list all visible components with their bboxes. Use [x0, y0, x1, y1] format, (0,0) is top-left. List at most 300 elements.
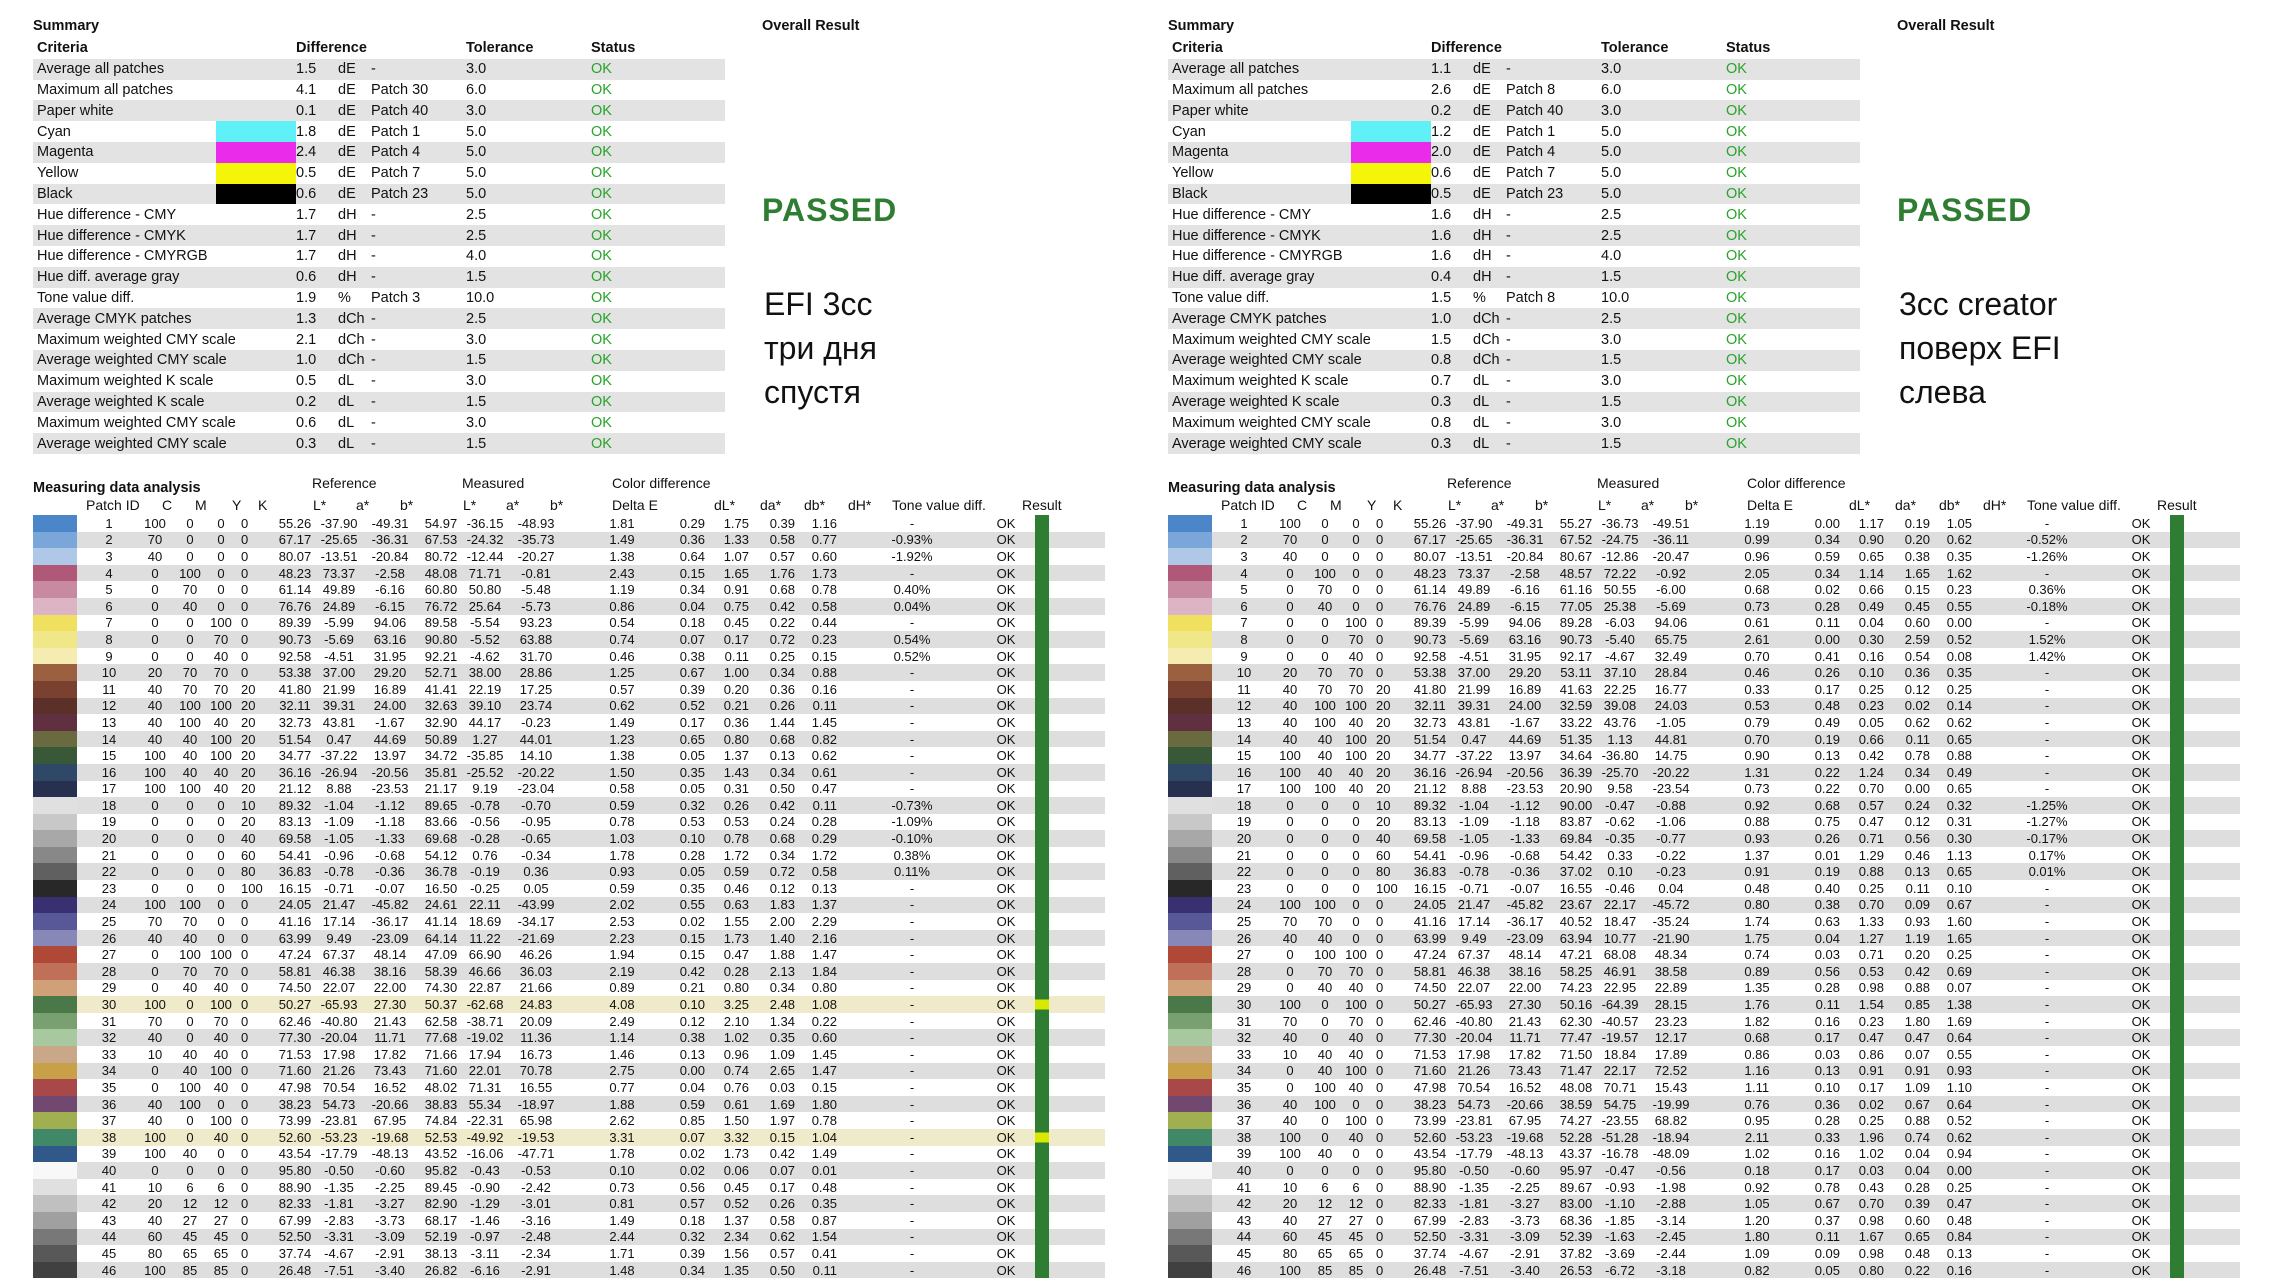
difference-unit: dL	[338, 435, 355, 452]
tone-value: -	[2044, 698, 2050, 714]
db-value: 0.68	[769, 831, 795, 847]
patch-color	[1168, 747, 1212, 764]
meas-l: 33.22	[1559, 714, 1593, 730]
m-value: 40	[1317, 980, 1333, 996]
dl-value: 0.16	[1814, 1013, 1840, 1029]
result-value: OK	[2131, 930, 2151, 946]
meas-b: -6.00	[1656, 582, 1686, 598]
patch-id: 42	[1236, 1196, 1252, 1212]
ref-b: 48.14	[373, 947, 407, 963]
dl-value: 0.04	[679, 598, 705, 614]
ref-b: -23.53	[371, 781, 409, 797]
result-value: OK	[996, 731, 1016, 747]
y-value: 70	[213, 681, 229, 697]
summary-header-row	[1168, 38, 1860, 59]
meas-b: 28.84	[1654, 665, 1688, 681]
status-bar	[1035, 764, 1049, 781]
da-value: 0.23	[1858, 1013, 1884, 1029]
y-value: 0	[1352, 1162, 1360, 1178]
dl-value: 0.26	[1814, 665, 1840, 681]
c-value: 0	[151, 582, 159, 598]
da-value: 0.17	[723, 631, 749, 647]
patch-color	[33, 897, 77, 914]
da-value: 0.25	[1858, 681, 1884, 697]
meas-l: 48.57	[1559, 565, 1593, 581]
patch-color	[33, 681, 77, 698]
y-value: 12	[213, 1196, 229, 1212]
criteria-cell: Maximum weighted CMY scale	[1172, 414, 1371, 431]
ref-a: -37.22	[320, 748, 358, 764]
ref-l: 67.99	[278, 1212, 312, 1228]
difference-unit: dCh	[338, 352, 365, 369]
summary-row	[33, 225, 725, 246]
patch-color	[33, 1245, 77, 1262]
db-value: 1.97	[769, 1113, 795, 1129]
tone-value: -	[2044, 1063, 2050, 1079]
tone-value: -0.10%	[891, 831, 933, 847]
tone-value: -	[2044, 997, 2050, 1013]
ref-a: -65.93	[320, 997, 358, 1013]
da-value: 1.00	[723, 665, 749, 681]
meas-a: 71.31	[468, 1079, 502, 1095]
dh-value: 0.08	[1946, 648, 1972, 664]
patch-swatch	[1168, 863, 1212, 880]
result-header: Result	[2157, 497, 2197, 513]
meas-a: -0.25	[470, 880, 500, 896]
patch-swatch	[33, 1262, 77, 1279]
status-value: OK	[1726, 414, 1747, 431]
ref-l: 41.16	[1413, 914, 1447, 930]
ref-b: -2.91	[375, 1245, 405, 1261]
tone-value: -	[2044, 1079, 2050, 1095]
y-value: 0	[217, 598, 225, 614]
meas-a: -23.55	[1601, 1113, 1639, 1129]
result-value: OK	[996, 1113, 1016, 1129]
meas-l-header: L*	[1598, 497, 1612, 513]
dh-value: 1.05	[1946, 515, 1972, 531]
patch-id: 11	[1237, 681, 1251, 697]
c-value: 10	[1282, 1179, 1298, 1195]
difference-patch: Patch 8	[1506, 289, 1556, 306]
patch-color	[1168, 1112, 1212, 1129]
status-bar	[1035, 830, 1049, 847]
delta-e: 1.94	[609, 947, 635, 963]
k-value: 0	[1376, 914, 1384, 930]
dh-value: 0.15	[811, 1079, 837, 1095]
difference-unit: dH	[338, 269, 357, 286]
patch-swatch	[1168, 930, 1212, 947]
m-value: 40	[1317, 748, 1333, 764]
ref-a: -40.80	[1455, 1013, 1493, 1029]
db-value: 0.07	[1904, 1046, 1930, 1062]
k-value: 0	[1376, 1046, 1384, 1062]
da-value: 1.56	[723, 1245, 749, 1261]
dh-value: 1.08	[811, 997, 837, 1013]
patch-swatch	[1168, 747, 1212, 764]
patch-swatch	[33, 880, 77, 897]
db-value: 0.42	[769, 598, 795, 614]
da-value: 0.05	[1858, 714, 1884, 730]
delta-e: 1.49	[609, 714, 635, 730]
patch-swatch	[1168, 631, 1212, 648]
ref-a: 24.89	[322, 598, 356, 614]
table-row	[1168, 1129, 2240, 1146]
difference-patch: -	[1506, 227, 1511, 244]
meas-l: 82.90	[424, 1196, 458, 1212]
meas-a: -24.32	[466, 532, 504, 548]
db-value: 0.62	[1904, 714, 1930, 730]
c-value: 0	[1286, 980, 1294, 996]
m-value: 0	[186, 1030, 194, 1046]
meas-b: -23.54	[1652, 781, 1690, 797]
difference-patch: -	[371, 331, 376, 348]
dl-value: 0.33	[1814, 1129, 1840, 1145]
da-value: 0.59	[723, 864, 749, 880]
c-value: 100	[1279, 764, 1301, 780]
c-value: 100	[1279, 897, 1301, 913]
m-value: 100	[179, 1096, 201, 1112]
result-value: OK	[996, 1030, 1016, 1046]
meas-b: -18.94	[1652, 1129, 1690, 1145]
delta-e: 2.43	[609, 565, 635, 581]
db-value: 0.56	[1904, 831, 1930, 847]
tone-value: -1.27%	[2026, 814, 2068, 830]
m-value: 40	[182, 598, 198, 614]
tone-value: -	[2044, 1262, 2050, 1278]
meas-l: 74.84	[424, 1113, 458, 1129]
status-bar	[1035, 863, 1049, 880]
c-header: C	[162, 497, 173, 513]
ref-a: -23.81	[320, 1113, 358, 1129]
dh-value: 0.52	[1946, 1113, 1972, 1129]
delta-e: 0.86	[1744, 1046, 1770, 1062]
table-row	[1168, 1096, 2240, 1113]
dl-value: 0.41	[1814, 648, 1840, 664]
patch-id: 25	[1236, 914, 1252, 930]
ref-a: -17.79	[1455, 1146, 1493, 1162]
delta-e: 1.71	[609, 1245, 635, 1261]
meas-a: -0.56	[470, 814, 500, 830]
meas-l: 48.08	[1559, 1079, 1593, 1095]
difference-unit: dL	[338, 414, 355, 431]
patch-id: 22	[1236, 864, 1252, 880]
ref-a: 43.81	[1457, 714, 1491, 730]
tone-value: -	[909, 1212, 915, 1228]
patch-color	[1168, 1079, 1212, 1096]
ref-b: 38.16	[1508, 963, 1542, 979]
measuring-heading: Measuring data analysis	[1168, 480, 1336, 496]
difference-unit: dH	[338, 227, 357, 244]
meas-a: -0.47	[1605, 797, 1635, 813]
criteria-cell: Magenta	[1172, 144, 1229, 161]
result-value: OK	[2131, 947, 2151, 963]
tolerance-value: 6.0	[466, 81, 487, 98]
patch-id: 2	[105, 532, 113, 548]
k-value: 0	[241, 1129, 249, 1145]
dh-value: 0.25	[1946, 1179, 1972, 1195]
c-value: 0	[1286, 1079, 1294, 1095]
summary-table	[33, 38, 725, 454]
c-value: 10	[147, 1046, 163, 1062]
criteria-cell: Hue difference - CMYK	[1172, 227, 1321, 244]
swatch-cell	[1351, 204, 1431, 225]
da-value: 0.91	[1858, 1063, 1884, 1079]
status-bar	[1035, 1179, 1049, 1196]
y-value: 40	[213, 1129, 229, 1145]
ref-a: 43.81	[322, 714, 356, 730]
da-value: 0.76	[723, 1079, 749, 1095]
m-value: 100	[179, 1079, 201, 1095]
patch-color	[1168, 615, 1212, 632]
status-bar	[1035, 847, 1049, 864]
difference-unit: dE	[1473, 102, 1491, 119]
dh-value: 0.35	[1946, 548, 1972, 564]
status-bar	[1035, 1212, 1049, 1229]
db-value: 1.09	[1904, 1079, 1930, 1095]
patch-color	[1168, 698, 1212, 715]
dh-value: 0.65	[1946, 731, 1972, 747]
patch-swatch	[1168, 1162, 1212, 1179]
meas-b: 72.52	[1654, 1063, 1688, 1079]
ref-b: -36.31	[371, 532, 409, 548]
status-value: OK	[1726, 310, 1747, 327]
dh-value: 0.23	[811, 631, 837, 647]
table-row	[33, 747, 1105, 764]
ref-b: -49.31	[1506, 515, 1544, 531]
status-bar	[1035, 681, 1049, 698]
ref-a: -3.31	[1459, 1229, 1489, 1245]
criteria-cell: Average weighted CMY scale	[37, 435, 227, 452]
swatch-cell	[1351, 163, 1431, 184]
dh-value: 0.64	[1946, 1096, 1972, 1112]
difference-unit: dCh	[338, 331, 365, 348]
y-value: 100	[1345, 947, 1367, 963]
ref-b: 13.97	[1508, 748, 1542, 764]
patch-swatch	[33, 996, 77, 1013]
table-row	[1168, 648, 2240, 665]
patch-color	[1168, 797, 1212, 814]
tone-value: 0.04%	[893, 598, 931, 614]
meas-a: -6.72	[1605, 1262, 1635, 1278]
meas-l: 71.47	[1559, 1063, 1593, 1079]
ref-l: 67.17	[1413, 532, 1447, 548]
db-value: 0.20	[1904, 947, 1930, 963]
dl-value: 0.28	[1814, 1113, 1840, 1129]
measuring-table	[1168, 515, 2240, 1278]
meas-b: -19.99	[1652, 1096, 1690, 1112]
meas-b: 28.86	[519, 665, 553, 681]
swatch-cell	[216, 371, 296, 392]
table-row	[1168, 781, 2240, 798]
y-value: 0	[1352, 1096, 1360, 1112]
delta-e: 0.96	[1744, 548, 1770, 564]
result-value: OK	[996, 1245, 1016, 1261]
m-value: 0	[1321, 548, 1329, 564]
dh-value: 1.54	[811, 1229, 837, 1245]
c-value: 40	[1282, 681, 1298, 697]
status-value: OK	[1726, 331, 1747, 348]
summary-row	[33, 121, 725, 142]
patch-color	[33, 797, 77, 814]
da-value: 0.88	[1858, 864, 1884, 880]
delta-e: 0.81	[609, 1196, 635, 1212]
c-value: 40	[147, 681, 163, 697]
status-bar	[1035, 1029, 1049, 1046]
result-value: OK	[996, 1046, 1016, 1062]
meas-a: 55.34	[468, 1096, 502, 1112]
dh-value: 0.60	[811, 1030, 837, 1046]
meas-l: 21.17	[424, 781, 458, 797]
tolerance-value: 5.0	[466, 144, 487, 161]
status-value: OK	[591, 373, 612, 390]
da-value: 0.47	[1858, 1030, 1884, 1046]
table-row	[33, 946, 1105, 963]
swatch-cell	[1351, 142, 1431, 163]
da-value: 1.24	[1858, 764, 1884, 780]
ref-l: 50.27	[1413, 997, 1447, 1013]
difference-patch: -	[1506, 373, 1511, 390]
patch-color	[1168, 1029, 1212, 1046]
c-value: 0	[1286, 797, 1294, 813]
delta-e: 1.75	[1744, 930, 1770, 946]
difference-patch: -	[371, 393, 376, 410]
difference-unit: dE	[1473, 144, 1491, 161]
patch-color	[1168, 847, 1212, 864]
criteria-cell: Average all patches	[1172, 61, 1300, 78]
tone-value-header: Tone value diff.	[892, 497, 986, 513]
meas-b: 46.26	[519, 947, 553, 963]
db-value: 0.88	[1904, 980, 1930, 996]
meas-l: 89.58	[424, 615, 458, 631]
patch-id: 23	[101, 880, 117, 896]
tone-value: -	[2044, 731, 2050, 747]
result-value: OK	[996, 532, 1016, 548]
delta-e: 0.99	[1744, 532, 1770, 548]
patch-id: 25	[101, 914, 117, 930]
ref-l: 88.90	[278, 1179, 312, 1195]
difference-unit: dH	[1473, 269, 1492, 286]
patch-id: 28	[1236, 963, 1252, 979]
ref-b: 44.69	[373, 731, 407, 747]
patch-swatch	[33, 681, 77, 698]
ref-a: 0.47	[1461, 731, 1487, 747]
ref-l: 21.12	[1413, 781, 1447, 797]
patch-swatch	[1168, 1029, 1212, 1046]
patch-swatch	[33, 664, 77, 681]
dl-value: 0.04	[1814, 930, 1840, 946]
dl-value: 0.07	[679, 1129, 705, 1145]
db-value: 0.45	[1904, 598, 1930, 614]
tone-value: -0.18%	[2026, 598, 2068, 614]
difference-patch: Patch 1	[1506, 123, 1556, 140]
ref-a: -2.83	[1459, 1212, 1489, 1228]
k-value: 60	[1376, 847, 1391, 863]
meas-a: -0.19	[470, 864, 500, 880]
c-value: 0	[151, 565, 159, 581]
table-row	[1168, 664, 2240, 681]
difference-value: 1.5	[296, 61, 317, 78]
status-bar	[1035, 963, 1049, 980]
c-value: 0	[151, 980, 159, 996]
result-value: OK	[2131, 764, 2151, 780]
ref-l: 47.98	[1413, 1079, 1447, 1095]
ref-l: 55.26	[1413, 515, 1447, 531]
dh-value: 0.87	[811, 1212, 837, 1228]
status-bar	[1035, 814, 1049, 831]
k-header: K	[258, 497, 268, 513]
patch-id: 32	[101, 1030, 117, 1046]
note-line: поверх EFI	[1899, 330, 2061, 366]
table-row	[1168, 631, 2240, 648]
tone-value: -	[909, 1096, 915, 1112]
meas-a: 18.69	[468, 914, 502, 930]
meas-l: 77.68	[424, 1030, 458, 1046]
summary-row	[33, 433, 725, 454]
k-value: 10	[241, 797, 256, 813]
result-value: OK	[2131, 831, 2151, 847]
ref-l: 52.50	[1413, 1229, 1447, 1245]
db-value: 2.13	[769, 963, 795, 979]
swatch-cell	[216, 225, 296, 246]
result-value: OK	[2131, 880, 2151, 896]
swatch-cell	[1351, 100, 1431, 121]
patch-id: 10	[1236, 665, 1252, 681]
patch-color	[33, 532, 77, 549]
ref-b: 22.00	[373, 980, 407, 996]
result-value: OK	[996, 1146, 1016, 1162]
meas-b: 20.09	[519, 1013, 553, 1029]
ref-b-header: b*	[400, 497, 414, 513]
table-row	[33, 1096, 1105, 1113]
difference-unit: dL	[1473, 393, 1490, 410]
result-value: OK	[2131, 1196, 2151, 1212]
c-value: 100	[144, 1129, 166, 1145]
dl-value: 0.10	[679, 831, 705, 847]
ref-l: 32.73	[278, 714, 312, 730]
c-value: 100	[144, 515, 166, 531]
k-value: 0	[1376, 615, 1384, 631]
dh-value: 1.84	[811, 963, 837, 979]
y-value: 0	[1352, 880, 1360, 896]
y-value: 0	[217, 797, 225, 813]
patch-id: 37	[101, 1113, 117, 1129]
c-value: 0	[151, 831, 159, 847]
db-value: 0.42	[769, 1146, 795, 1162]
delta-e: 0.68	[1744, 582, 1770, 598]
y-value: 70	[1348, 665, 1364, 681]
y-value: 100	[210, 748, 232, 764]
k-value: 0	[1376, 930, 1384, 946]
k-value: 0	[1376, 1212, 1384, 1228]
status-bar	[2170, 747, 2184, 764]
y-value: 65	[213, 1245, 229, 1261]
da-value: 1.50	[723, 1113, 749, 1129]
patch-id: 26	[101, 930, 117, 946]
delta-e: 1.11	[1744, 1079, 1770, 1095]
ref-b: -20.84	[371, 548, 409, 564]
m-value: 12	[1317, 1196, 1333, 1212]
m-value: 100	[1314, 947, 1336, 963]
db-value: 0.60	[1904, 615, 1930, 631]
meas-b-header: b*	[1685, 497, 1699, 513]
tone-value: -	[2044, 764, 2050, 780]
difference-patch: Patch 7	[1506, 165, 1556, 182]
ref-l: 47.98	[278, 1079, 312, 1095]
difference-value: 0.8	[1431, 414, 1452, 431]
db-value: 1.80	[1904, 1013, 1930, 1029]
ref-a: -0.71	[324, 880, 354, 896]
db-value: 1.65	[1904, 565, 1930, 581]
